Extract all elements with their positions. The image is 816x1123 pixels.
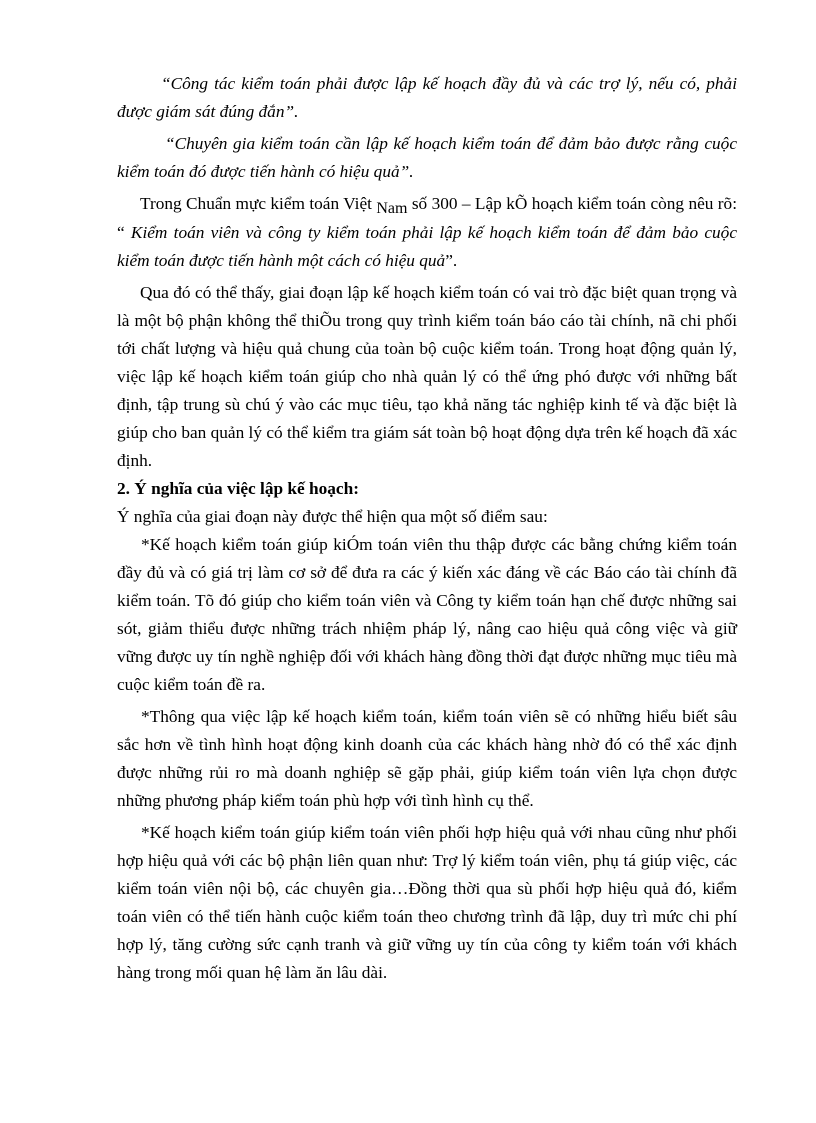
section-bullet-3: *Kế hoạch kiểm toán giúp kiểm toán viên phối hợp hiệu quả với nhau cũng như phối hợp hiệu quả với các bộ phận liên quan như: Trợ lý kiểm toán viên, phụ tá giúp việc, các kiểm toán viên nội bộ, các chuyên gia…Đồng thời qua sù phối hợp hiệu quả đó, kiểm toán viên có thể tiến hành cuộc kiểm toán theo chương trình đã lập, duy trì mức chi phí hợp lý, tăng cường sức cạnh tranh và giữ vững uy tín của công ty kiểm toán với khách hàng trong mối quan hệ làm ăn lâu dài. <box>117 823 737 982</box>
standard-paragraph <box>117 190 737 275</box>
standard-lead-b: Nam <box>376 200 408 217</box>
standard-quote: Kiểm toán viên và công ty kiểm toán phải lập kế hoạch kiểm toán để đảm bảo cuộc kiểm toán được tiến hành một cách có hiệu quả <box>117 223 737 270</box>
section-intro: Ý nghĩa của giai đoạn này được thể hiện qua một số điểm sau: <box>117 507 548 526</box>
quote-paragraph-2: “Chuyên gia kiểm toán cần lập kế hoạch kiểm toán để đảm bảo được rằng cuộc kiểm toán đó được tiến hành có hiệu quả”. <box>117 134 737 181</box>
body-paragraph-1: Qua đó có thể thấy, giai đoạn lập kế hoạch kiểm toán có vai trò đặc biệt quan trọng và là một bộ phận không thể thiÕu trong quy trình kiểm toán báo cáo tài chính, nã chi phối tới chất lượng và hiệu quả chung của toàn bộ cuộc kiểm toán. Trong hoạt động quản lý, việc lập kế hoạch kiểm toán giúp cho nhà quản lý có thể ứng phó được với những bất định, tập trung sù chú ý vào các mục tiêu, tạo khả năng tác nghiệp kinh tế và đặc biệt là giúp cho ban quản lý có thể kiểm tra giám sát toàn bộ hoạt động dựa trên kế hoạch đã xác định. <box>117 283 737 470</box>
standard-lead-c: số 300 – Lập kÕ hoạch kiểm toán còng nêu rõ: “ <box>117 194 737 242</box>
page-content <box>117 70 737 987</box>
section-heading: 2. Ý nghĩa của việc lập kế hoạch: <box>117 479 359 498</box>
quote-paragraph-1: “Công tác kiểm toán phải được lập kế hoạch đầy đủ và các trợ lý, nếu có, phải được giám sát đúng đắn”. <box>117 74 737 121</box>
section-bullet-1: *Kế hoạch kiểm toán giúp kiÓm toán viên thu thập được các bằng chứng kiểm toán đầy đủ và có giá trị làm cơ sở để đưa ra các ý kiến xác đáng về các Báo cáo tài chính đã kiểm toán. Tõ đó giúp cho kiểm toán viên và Công ty kiểm toán hạn chế được những sai sót, giảm thiểu được những trách nhiệm pháp lý, nâng cao hiệu quả công việc và giữ vững được uy tín nghề nghiệp đối với khách hàng đồng thời đạt được những mục tiêu mà cuộc kiểm toán đề ra. <box>117 535 737 694</box>
standard-lead-a: Trong Chuẩn mực kiểm toán Việt <box>140 194 377 213</box>
standard-tail: ”. <box>445 251 458 270</box>
section-bullet-2: *Thông qua việc lập kế hoạch kiểm toán, kiểm toán viên sẽ có những hiểu biết sâu sắc hơn về tình hình hoạt động kinh doanh của các khách hàng nhờ đó có thể xác định được những rủi ro mà doanh nghiệp sẽ gặp phải, giúp kiểm toán viên lựa chọn được những phương pháp kiểm toán phù hợp với tình hình cụ thể. <box>117 707 737 810</box>
